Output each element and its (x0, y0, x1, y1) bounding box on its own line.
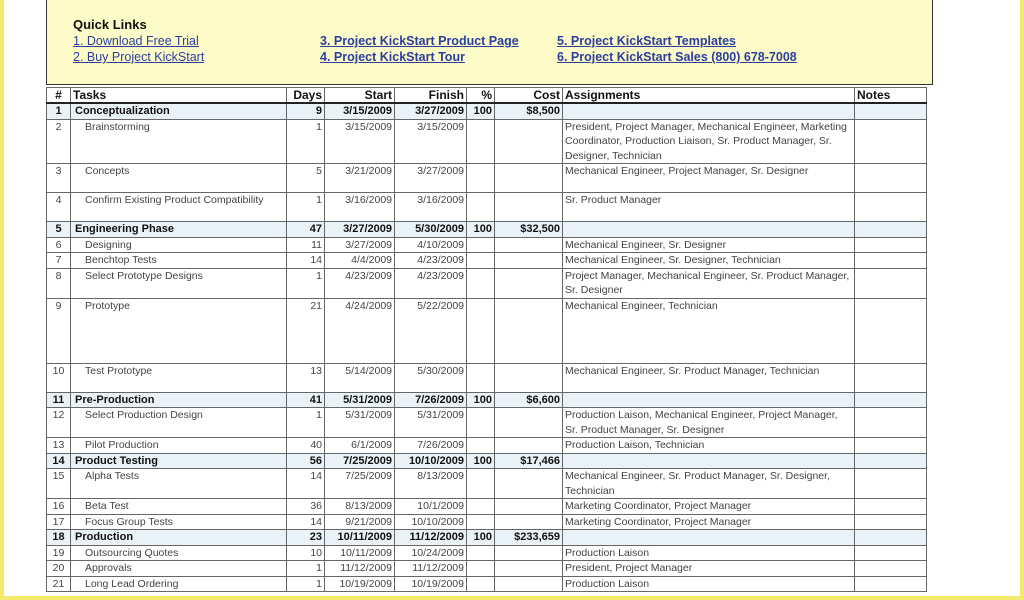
cell-cost[interactable]: $8,500 (495, 103, 563, 119)
cell-num[interactable]: 21 (47, 576, 71, 592)
cell-days[interactable]: 47 (287, 222, 325, 238)
cell-assignments[interactable]: President, Project Manager, Mechanical Engineer, Marketing Coordinator, Production Liaison, Sr. Product Manager, Sr. Designer, Technician (563, 119, 855, 164)
cell-task[interactable]: Outsourcing Quotes (71, 545, 287, 561)
cell-notes[interactable] (855, 237, 927, 253)
cell-cost[interactable] (495, 514, 563, 530)
cell-pct[interactable] (467, 545, 495, 561)
sales-link[interactable]: 6. Project KickStart Sales (800) 678-7008 (557, 50, 797, 64)
header-start: Start (325, 88, 395, 104)
cell-start[interactable]: 8/13/2009 (325, 499, 395, 515)
cell-pct[interactable]: 100 (467, 103, 495, 119)
cell-task[interactable]: Product Testing (71, 453, 287, 469)
cell-cost[interactable] (495, 363, 563, 392)
cell-notes[interactable] (855, 253, 927, 269)
cell-start[interactable]: 6/1/2009 (325, 438, 395, 454)
task-row[interactable] (47, 499, 927, 515)
cell-start[interactable]: 11/12/2009 (325, 561, 395, 577)
cell-days[interactable]: 36 (287, 499, 325, 515)
cell-task[interactable]: Test Prototype (71, 363, 287, 392)
task-row[interactable] (47, 164, 927, 193)
cell-num[interactable]: 13 (47, 438, 71, 454)
cell-notes[interactable] (855, 119, 927, 164)
phase-row[interactable] (47, 392, 927, 408)
cell-pct[interactable] (467, 499, 495, 515)
cell-days[interactable]: 1 (287, 193, 325, 222)
cell-assignments[interactable] (563, 453, 855, 469)
quick-links-panel (46, 0, 933, 85)
cell-start[interactable]: 5/14/2009 (325, 363, 395, 392)
cell-pct[interactable] (467, 119, 495, 164)
cell-days[interactable]: 14 (287, 469, 325, 499)
cell-notes[interactable] (855, 392, 927, 408)
task-row[interactable] (47, 469, 927, 499)
cell-start[interactable]: 3/27/2009 (325, 237, 395, 253)
cell-finish[interactable]: 5/22/2009 (395, 298, 467, 363)
task-row[interactable] (47, 298, 927, 363)
cell-finish[interactable]: 5/31/2009 (395, 408, 467, 438)
cell-cost[interactable] (495, 298, 563, 363)
cell-pct[interactable] (467, 469, 495, 499)
header-finish: Finish (395, 88, 467, 104)
header-num: # (47, 88, 71, 104)
cell-cost[interactable] (495, 469, 563, 499)
cell-finish[interactable]: 10/10/2009 (395, 514, 467, 530)
cell-task[interactable]: Long Lead Ordering (71, 576, 287, 592)
cell-cost[interactable] (495, 438, 563, 454)
cell-num[interactable]: 11 (47, 392, 71, 408)
header-row (47, 88, 927, 104)
cell-num[interactable]: 10 (47, 363, 71, 392)
phase-row[interactable] (47, 453, 927, 469)
cell-task[interactable]: Pilot Production (71, 438, 287, 454)
cell-cost[interactable] (495, 268, 563, 298)
cell-num[interactable]: 6 (47, 237, 71, 253)
cell-task[interactable]: Focus Group Tests (71, 514, 287, 530)
quick-links-title: Quick Links (73, 17, 147, 32)
cell-start[interactable]: 4/24/2009 (325, 298, 395, 363)
cell-start[interactable]: 9/21/2009 (325, 514, 395, 530)
header-tasks: Tasks (71, 88, 287, 104)
cell-start[interactable]: 3/15/2009 (325, 119, 395, 164)
header-pct: % (467, 88, 495, 104)
cell-notes[interactable] (855, 193, 927, 222)
cell-assignments[interactable] (563, 530, 855, 546)
cell-task[interactable]: Concepts (71, 164, 287, 193)
cell-notes[interactable] (855, 103, 927, 119)
cell-days[interactable]: 21 (287, 298, 325, 363)
phase-row[interactable] (47, 103, 927, 119)
cell-pct[interactable] (467, 253, 495, 269)
cell-assignments[interactable]: Sr. Product Manager (563, 193, 855, 222)
cell-start[interactable]: 10/11/2009 (325, 530, 395, 546)
cell-days[interactable]: 1 (287, 576, 325, 592)
cell-days[interactable]: 41 (287, 392, 325, 408)
cell-days[interactable]: 56 (287, 453, 325, 469)
cell-pct[interactable] (467, 561, 495, 577)
cell-start[interactable]: 7/25/2009 (325, 453, 395, 469)
cell-days[interactable]: 1 (287, 268, 325, 298)
cell-pct[interactable] (467, 363, 495, 392)
task-rows (47, 103, 927, 592)
task-row[interactable] (47, 438, 927, 454)
cell-start[interactable]: 10/11/2009 (325, 545, 395, 561)
cell-task[interactable]: Confirm Existing Product Compatibility (71, 193, 287, 222)
cell-notes[interactable] (855, 222, 927, 238)
cell-cost[interactable]: $17,466 (495, 453, 563, 469)
cell-assignments[interactable]: Production Laison, Mechanical Engineer, Project Manager, Sr. Product Manager, Sr. Designer (563, 408, 855, 438)
cell-assignments[interactable]: Production Laison (563, 576, 855, 592)
cell-finish[interactable]: 7/26/2009 (395, 392, 467, 408)
cell-assignments[interactable]: Production Laison, Technician (563, 438, 855, 454)
cell-num[interactable]: 8 (47, 268, 71, 298)
cell-finish[interactable]: 10/24/2009 (395, 545, 467, 561)
cell-notes[interactable] (855, 268, 927, 298)
cell-pct[interactable] (467, 237, 495, 253)
cell-finish[interactable]: 5/30/2009 (395, 222, 467, 238)
project-task-table (46, 87, 927, 592)
cell-finish[interactable]: 3/27/2009 (395, 164, 467, 193)
cell-task[interactable]: Conceptualization (71, 103, 287, 119)
cell-assignments[interactable]: President, Project Manager (563, 561, 855, 577)
header-cost: Cost (495, 88, 563, 104)
cell-days[interactable]: 5 (287, 164, 325, 193)
cell-task[interactable]: Select Prototype Designs (71, 268, 287, 298)
cell-notes[interactable] (855, 438, 927, 454)
cell-pct[interactable]: 100 (467, 222, 495, 238)
cell-start[interactable]: 10/19/2009 (325, 576, 395, 592)
cell-cost[interactable] (495, 164, 563, 193)
spreadsheet (4, 0, 1020, 596)
cell-task[interactable]: Designing (71, 237, 287, 253)
cell-assignments[interactable]: Production Laison (563, 545, 855, 561)
cell-cost[interactable] (495, 576, 563, 592)
buy-project-kickstart-link[interactable]: 2. Buy Project KickStart (73, 50, 205, 64)
cell-pct[interactable] (467, 193, 495, 222)
cell-days[interactable]: 11 (287, 237, 325, 253)
cell-task[interactable]: Approvals (71, 561, 287, 577)
task-row[interactable] (47, 363, 927, 392)
cell-cost[interactable] (495, 545, 563, 561)
task-row[interactable] (47, 514, 927, 530)
cell-num[interactable]: 16 (47, 499, 71, 515)
cell-num[interactable]: 1 (47, 103, 71, 119)
cell-pct[interactable] (467, 408, 495, 438)
cell-days[interactable]: 40 (287, 438, 325, 454)
cell-days[interactable]: 1 (287, 561, 325, 577)
cell-assignments[interactable] (563, 222, 855, 238)
cell-num[interactable]: 18 (47, 530, 71, 546)
task-row[interactable] (47, 237, 927, 253)
templates-link[interactable]: 5. Project KickStart Templates (557, 34, 737, 48)
cell-days[interactable]: 23 (287, 530, 325, 546)
cell-task[interactable]: Alpha Tests (71, 469, 287, 499)
cell-start[interactable]: 3/21/2009 (325, 164, 395, 193)
tour-link[interactable]: 4. Project KickStart Tour (320, 50, 465, 64)
task-row[interactable] (47, 268, 927, 298)
task-row[interactable] (47, 119, 927, 164)
cell-start[interactable]: 3/27/2009 (325, 222, 395, 238)
cell-task[interactable]: Benchtop Tests (71, 253, 287, 269)
cell-notes[interactable] (855, 576, 927, 592)
cell-start[interactable]: 5/31/2009 (325, 392, 395, 408)
cell-finish[interactable]: 10/19/2009 (395, 576, 467, 592)
header-assignments: Assignments (563, 88, 855, 104)
cell-notes[interactable] (855, 453, 927, 469)
cell-pct[interactable]: 100 (467, 453, 495, 469)
cell-finish[interactable]: 3/27/2009 (395, 103, 467, 119)
product-page-link[interactable]: 3. Project KickStart Product Page (320, 34, 519, 48)
cell-num[interactable]: 15 (47, 469, 71, 499)
cell-days[interactable]: 9 (287, 103, 325, 119)
cell-assignments[interactable] (563, 392, 855, 408)
cell-assignments[interactable]: Mechanical Engineer, Sr. Product Manager, Technician (563, 363, 855, 392)
cell-num[interactable]: 5 (47, 222, 71, 238)
cell-notes[interactable] (855, 164, 927, 193)
cell-assignments[interactable]: Mechanical Engineer, Technician (563, 298, 855, 363)
cell-num[interactable]: 14 (47, 453, 71, 469)
cell-finish[interactable]: 4/10/2009 (395, 237, 467, 253)
cell-task[interactable]: Engineering Phase (71, 222, 287, 238)
task-row[interactable] (47, 253, 927, 269)
task-row[interactable] (47, 576, 927, 592)
cell-start[interactable]: 5/31/2009 (325, 408, 395, 438)
cell-num[interactable]: 12 (47, 408, 71, 438)
cell-notes[interactable] (855, 469, 927, 499)
cell-days[interactable]: 1 (287, 408, 325, 438)
cell-pct[interactable] (467, 268, 495, 298)
cell-notes[interactable] (855, 561, 927, 577)
cell-num[interactable]: 9 (47, 298, 71, 363)
cell-notes[interactable] (855, 545, 927, 561)
phase-row[interactable] (47, 530, 927, 546)
cell-task[interactable]: Prototype (71, 298, 287, 363)
cell-num[interactable]: 20 (47, 561, 71, 577)
cell-cost[interactable] (495, 253, 563, 269)
task-row[interactable] (47, 193, 927, 222)
cell-task[interactable]: Select Production Design (71, 408, 287, 438)
cell-num[interactable]: 2 (47, 119, 71, 164)
cell-finish[interactable]: 11/12/2009 (395, 530, 467, 546)
cell-days[interactable]: 13 (287, 363, 325, 392)
cell-days[interactable]: 1 (287, 119, 325, 164)
cell-finish[interactable]: 3/16/2009 (395, 193, 467, 222)
cell-assignments[interactable]: Mechanical Engineer, Sr. Designer (563, 237, 855, 253)
cell-pct[interactable]: 100 (467, 392, 495, 408)
cell-cost[interactable] (495, 499, 563, 515)
cell-num[interactable]: 4 (47, 193, 71, 222)
cell-start[interactable]: 3/15/2009 (325, 103, 395, 119)
task-row[interactable] (47, 545, 927, 561)
cell-finish[interactable]: 7/26/2009 (395, 438, 467, 454)
cell-start[interactable]: 4/23/2009 (325, 268, 395, 298)
cell-task[interactable]: Brainstorming (71, 119, 287, 164)
cell-assignments[interactable]: Mechanical Engineer, Project Manager, Sr. Designer (563, 164, 855, 193)
cell-start[interactable]: 4/4/2009 (325, 253, 395, 269)
cell-notes[interactable] (855, 363, 927, 392)
cell-pct[interactable] (467, 298, 495, 363)
cell-task[interactable]: Production (71, 530, 287, 546)
cell-assignments[interactable]: Marketing Coordinator, Project Manager (563, 499, 855, 515)
cell-pct[interactable]: 100 (467, 530, 495, 546)
cell-num[interactable]: 17 (47, 514, 71, 530)
header-notes: Notes (855, 88, 927, 104)
cell-notes[interactable] (855, 298, 927, 363)
cell-finish[interactable]: 10/1/2009 (395, 499, 467, 515)
cell-cost[interactable]: $6,600 (495, 392, 563, 408)
cell-pct[interactable] (467, 514, 495, 530)
cell-cost[interactable]: $233,659 (495, 530, 563, 546)
cell-days[interactable]: 14 (287, 514, 325, 530)
cell-finish[interactable]: 4/23/2009 (395, 268, 467, 298)
cell-start[interactable]: 3/16/2009 (325, 193, 395, 222)
cell-assignments[interactable]: Mechanical Engineer, Sr. Product Manager, Sr. Designer, Technician (563, 469, 855, 499)
cell-start[interactable]: 7/25/2009 (325, 469, 395, 499)
cell-pct[interactable] (467, 438, 495, 454)
cell-days[interactable]: 14 (287, 253, 325, 269)
cell-assignments[interactable]: Mechanical Engineer, Sr. Designer, Technician (563, 253, 855, 269)
cell-notes[interactable] (855, 530, 927, 546)
cell-num[interactable]: 3 (47, 164, 71, 193)
cell-finish[interactable]: 5/30/2009 (395, 363, 467, 392)
cell-assignments[interactable] (563, 103, 855, 119)
cell-pct[interactable] (467, 164, 495, 193)
cell-num[interactable]: 7 (47, 253, 71, 269)
cell-cost[interactable] (495, 561, 563, 577)
cell-task[interactable]: Beta Test (71, 499, 287, 515)
cell-cost[interactable]: $32,500 (495, 222, 563, 238)
task-row[interactable] (47, 561, 927, 577)
cell-num[interactable]: 19 (47, 545, 71, 561)
cell-notes[interactable] (855, 499, 927, 515)
cell-notes[interactable] (855, 408, 927, 438)
cell-cost[interactable] (495, 119, 563, 164)
cell-cost[interactable] (495, 193, 563, 222)
cell-finish[interactable]: 11/12/2009 (395, 561, 467, 577)
task-row[interactable] (47, 408, 927, 438)
header-days: Days (287, 88, 325, 104)
cell-assignments[interactable]: Project Manager, Mechanical Engineer, Sr. Product Manager, Sr. Designer (563, 268, 855, 298)
cell-finish[interactable]: 10/10/2009 (395, 453, 467, 469)
cell-finish[interactable]: 3/15/2009 (395, 119, 467, 164)
phase-row[interactable] (47, 222, 927, 238)
cell-finish[interactable]: 8/13/2009 (395, 469, 467, 499)
cell-pct[interactable] (467, 576, 495, 592)
cell-task[interactable]: Pre-Production (71, 392, 287, 408)
cell-cost[interactable] (495, 408, 563, 438)
download-free-trial-link[interactable]: 1. Download Free Trial (73, 34, 199, 48)
cell-days[interactable]: 10 (287, 545, 325, 561)
cell-notes[interactable] (855, 514, 927, 530)
cell-assignments[interactable]: Marketing Coordinator, Project Manager (563, 514, 855, 530)
cell-cost[interactable] (495, 237, 563, 253)
cell-finish[interactable]: 4/23/2009 (395, 253, 467, 269)
